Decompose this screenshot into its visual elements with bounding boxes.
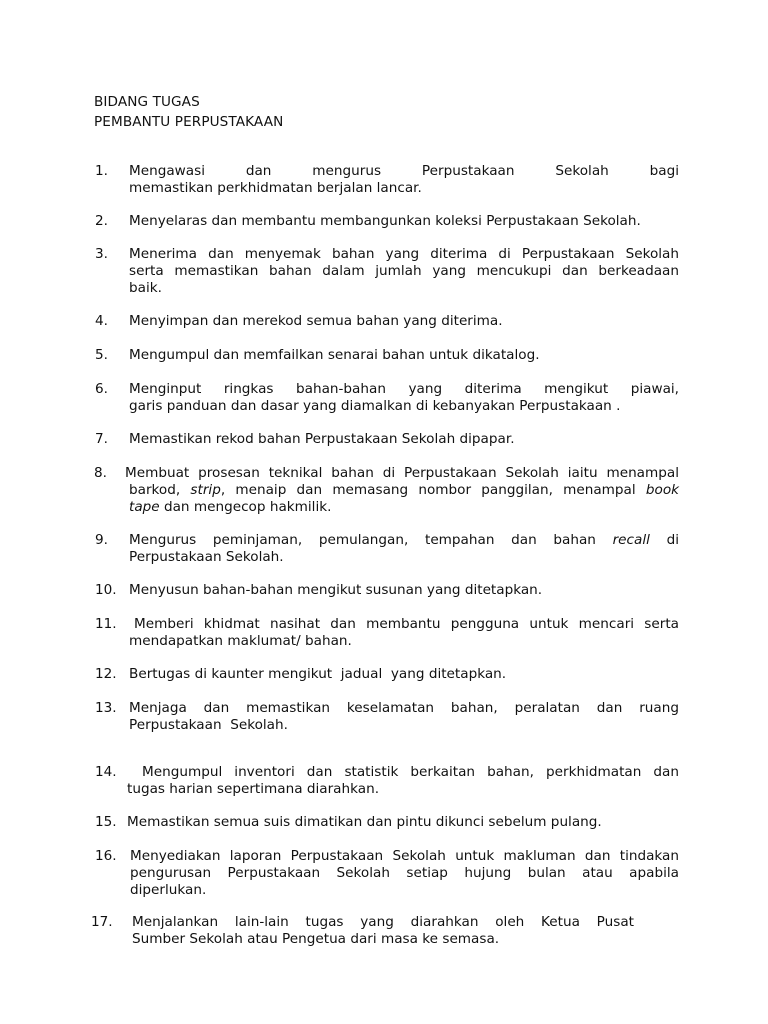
item-line: diperlukan. <box>130 882 207 898</box>
item-line: tugas harian sepertimana diarahkan. <box>127 781 380 797</box>
item-number: 3. <box>95 246 108 262</box>
item-text <box>129 347 679 364</box>
item-text <box>129 313 679 330</box>
item-line: Menerima dan menyemak bahan yang diterima di Perpustakaan Sekolah <box>129 246 679 262</box>
item-line: Mengumpul dan memfailkan senarai bahan untuk dikatalog. <box>129 347 540 363</box>
item-text <box>125 465 680 516</box>
document-heading <box>94 92 283 132</box>
italic-term: tape <box>129 499 160 515</box>
item-line: mendapatkan maklumat/ bahan. <box>129 633 352 649</box>
item-text <box>129 666 679 683</box>
item-line: Menginput ringkas bahan-bahan yang diterima mengikut piawai, <box>129 381 679 397</box>
item-line: Perpustakaan Sekolah. <box>129 717 288 733</box>
item-line <box>129 532 679 549</box>
heading-line-1: BIDANG TUGAS <box>94 94 200 110</box>
item-text <box>127 814 679 831</box>
item-line: Mengumpul inventori dan statistik berkaitan bahan, perkhidmatan dan <box>142 764 679 780</box>
item-text <box>129 700 679 734</box>
item-line: Mengawasi dan mengurus Perpustakaan Sekolah bagi <box>129 163 679 179</box>
item-line: Bertugas di kaunter mengikut jadual yang ditetapkan. <box>129 666 507 682</box>
item-number: 13. <box>95 700 117 716</box>
item-line: garis panduan dan dasar yang diamalkan di kebanyakan Perpustakaan . <box>129 398 621 414</box>
text-run: , menaip dan memasang nombor panggilan, menampal <box>220 482 646 498</box>
item-text <box>129 582 679 599</box>
item-text <box>132 914 634 948</box>
item-number: 15. <box>95 814 117 830</box>
text-run: di <box>649 532 679 548</box>
item-number: 8. <box>94 465 107 481</box>
item-line: Sumber Sekolah atau Pengetua dari masa ke semasa. <box>132 931 500 947</box>
item-number: 11. <box>95 616 117 632</box>
item-line: Menyimpan dan merekod semua bahan yang diterima. <box>129 313 503 329</box>
item-number: 17. <box>91 914 113 930</box>
italic-term: recall <box>612 532 650 548</box>
item-text <box>129 532 679 566</box>
item-number: 6. <box>95 381 108 397</box>
item-line: Membuat prosesan teknikal bahan di Perpustakaan Sekolah iaitu menampal <box>125 465 679 481</box>
item-line: Menyediakan laporan Perpustakaan Sekolah untuk makluman dan tindakan <box>130 848 679 864</box>
item-line: baik. <box>129 280 162 296</box>
item-number: 12. <box>95 666 117 682</box>
italic-term: strip <box>190 482 221 498</box>
italic-term: book <box>645 482 680 498</box>
item-line <box>129 499 679 516</box>
item-line: Memberi khidmat nasihat dan membantu pengguna untuk mencari serta <box>134 616 679 632</box>
item-line: Menyelaras dan membantu membangunkan koleksi Perpustakaan Sekolah. <box>129 213 641 229</box>
item-number: 1. <box>95 163 108 179</box>
item-text <box>129 381 679 415</box>
item-line: Menjaga dan memastikan keselamatan bahan, peralatan dan ruang <box>129 700 679 716</box>
heading-line-2: PEMBANTU PERPUSTAKAAN <box>94 114 284 130</box>
item-text <box>130 848 679 899</box>
text-run: Mengurus peminjaman, pemulangan, tempahan dan bahan <box>129 532 613 548</box>
item-number: 16. <box>95 848 117 864</box>
item-text <box>129 163 679 197</box>
item-number: 10. <box>95 582 117 598</box>
item-number: 4. <box>95 313 108 329</box>
text-run: dan mengecop hakmilik. <box>159 499 332 515</box>
item-number: 14. <box>95 764 117 780</box>
item-number: 7. <box>95 431 108 447</box>
item-line: Menyusun bahan-bahan mengikut susunan yang ditetapkan. <box>129 582 543 598</box>
item-line <box>129 482 679 499</box>
item-line: Perpustakaan Sekolah. <box>129 549 284 565</box>
item-line: memastikan perkhidmatan berjalan lancar. <box>129 180 422 196</box>
item-text <box>129 431 679 448</box>
item-text <box>129 246 679 297</box>
text-run: barkod, <box>129 482 191 498</box>
item-line: Memastikan rekod bahan Perpustakaan Sekolah dipapar. <box>129 431 515 447</box>
item-line: Memastikan semua suis dimatikan dan pintu dikunci sebelum pulang. <box>127 814 602 830</box>
item-text <box>129 213 679 230</box>
item-number: 2. <box>95 213 108 229</box>
item-line: Menjalankan lain-lain tugas yang diarahkan oleh Ketua Pusat <box>132 914 634 930</box>
item-number: 9. <box>95 532 108 548</box>
item-text <box>129 616 679 650</box>
item-number: 5. <box>95 347 108 363</box>
item-text <box>127 764 679 798</box>
item-line: pengurusan Perpustakaan Sekolah setiap hujung bulan atau apabila <box>130 865 679 881</box>
item-line: serta memastikan bahan dalam jumlah yang mencukupi dan berkeadaan <box>129 263 679 279</box>
